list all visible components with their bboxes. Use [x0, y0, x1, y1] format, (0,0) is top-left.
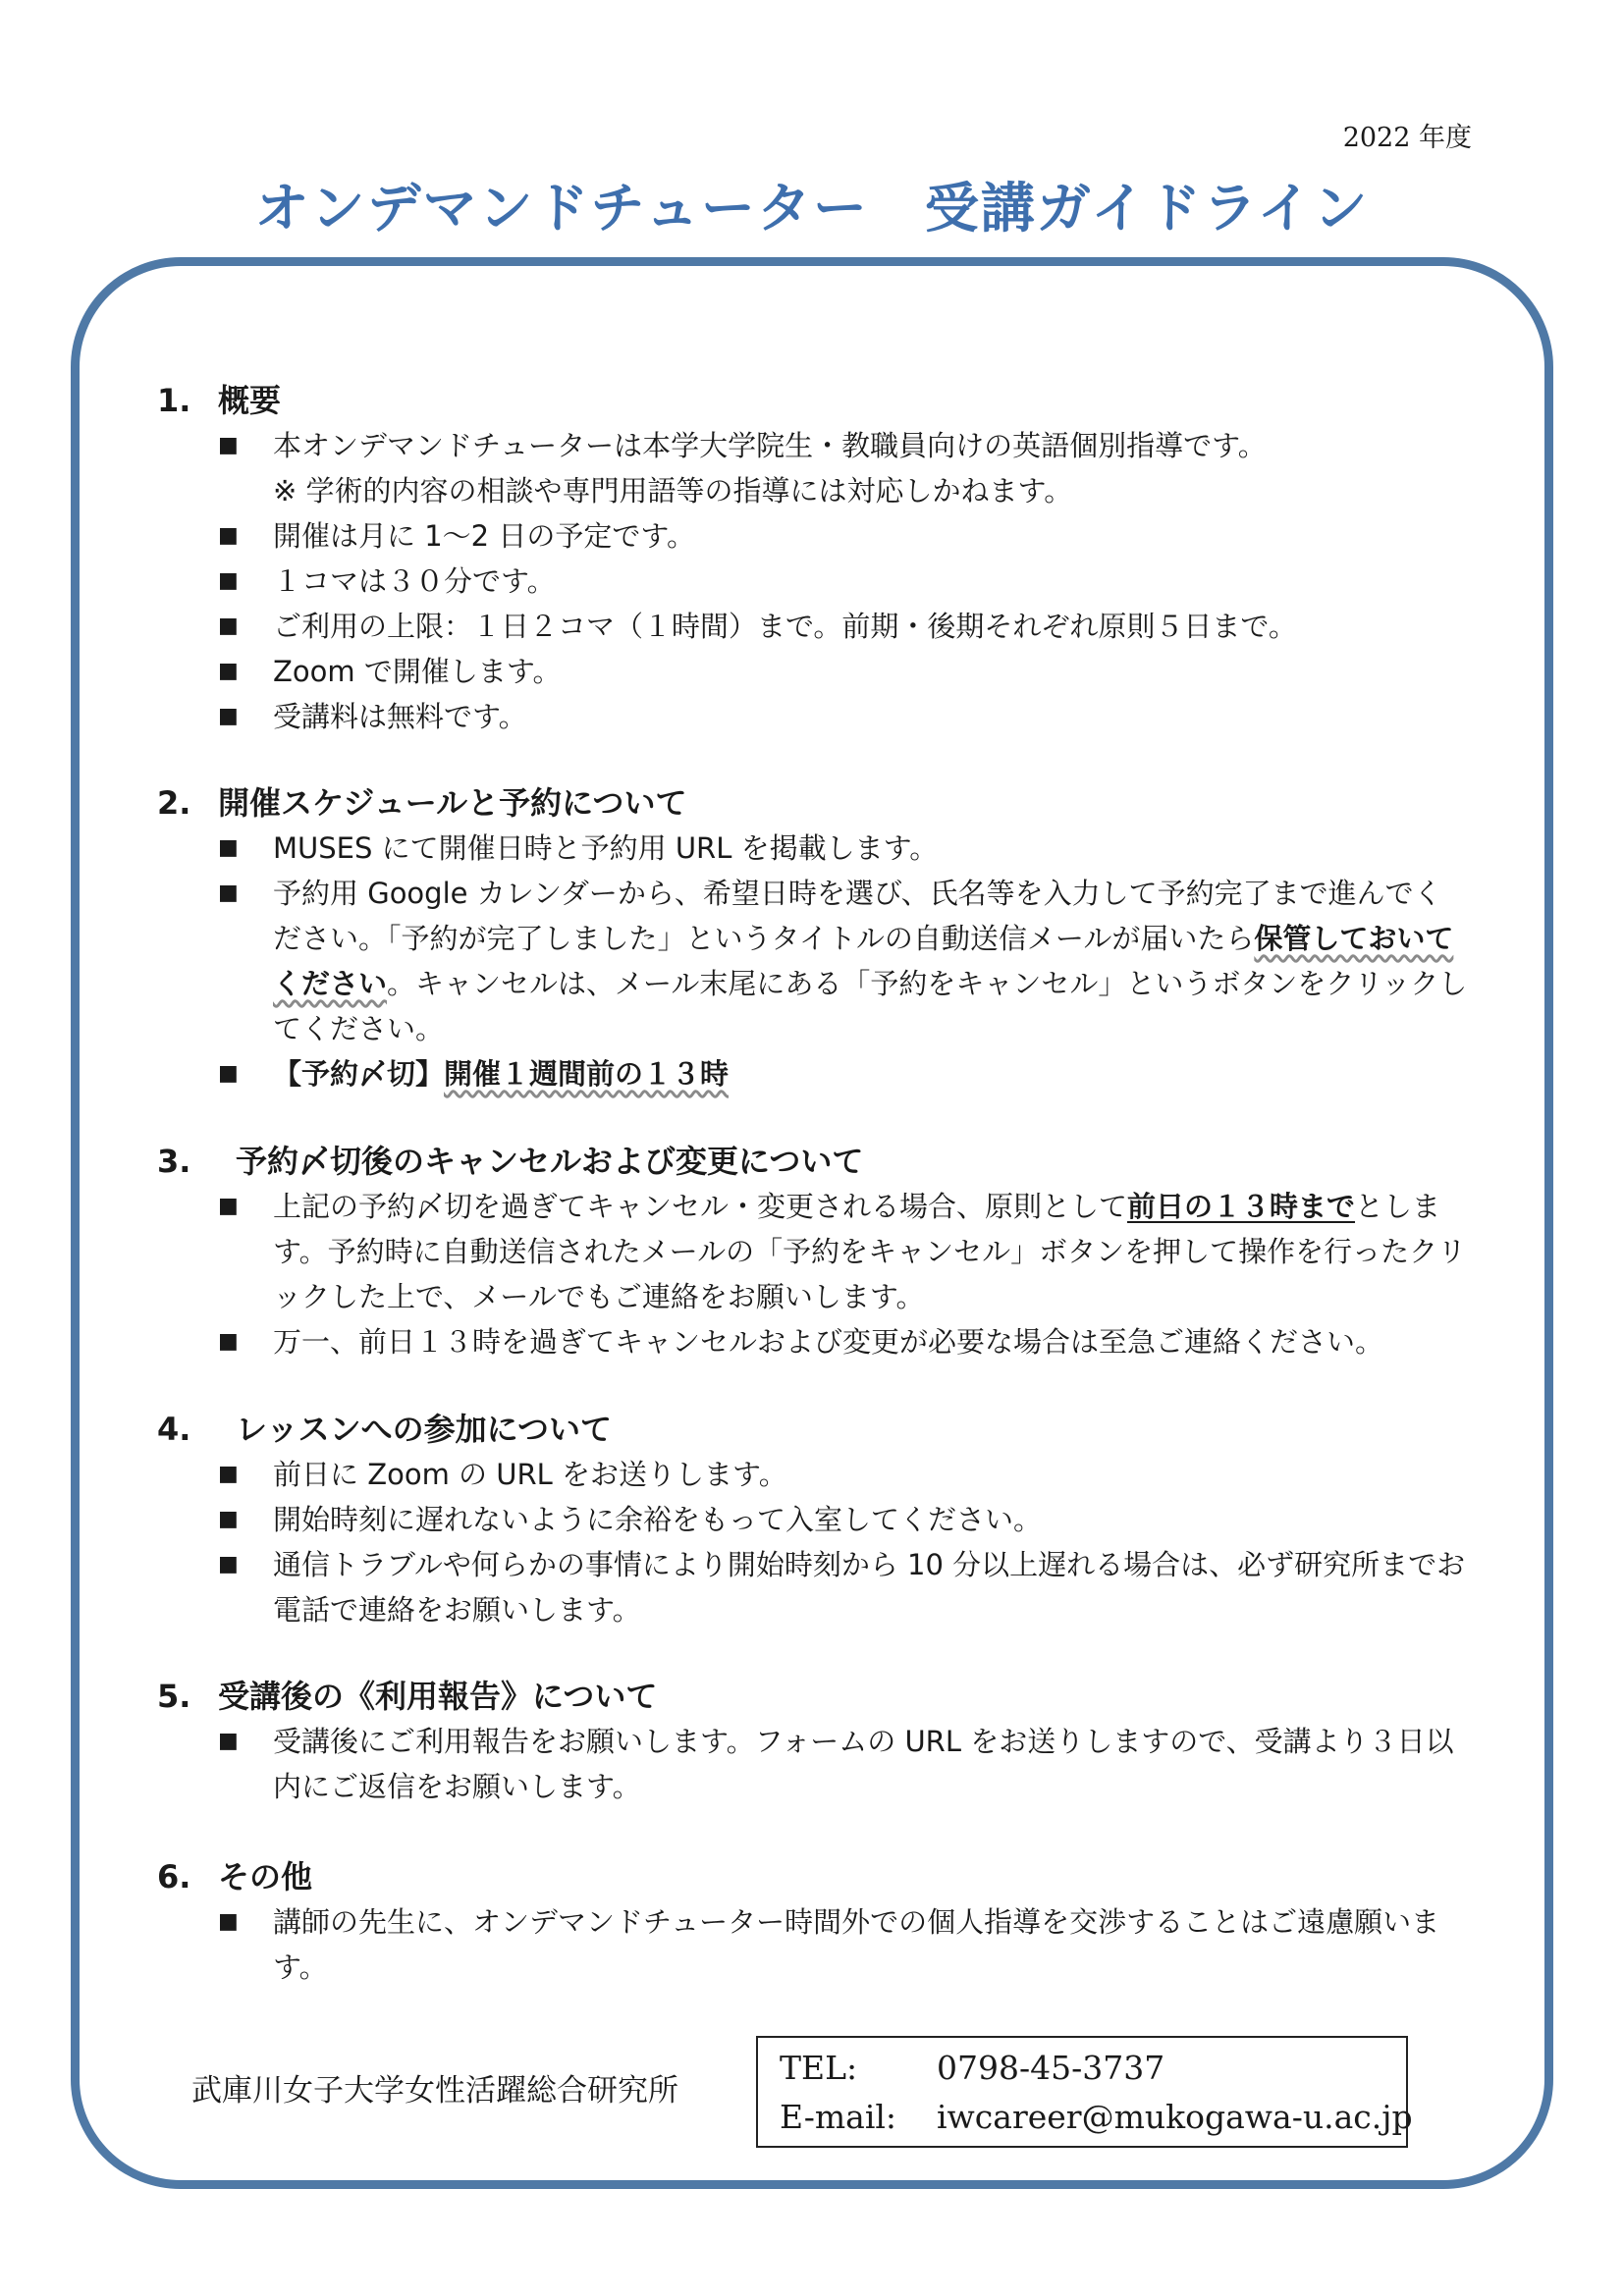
list-item: ■ 講師の先生に、オンデマンドチューター時間外での個人指導を交渉することはご遠慮願います。 [218, 1899, 1470, 1990]
email-label: E-mail: [780, 2098, 897, 2136]
organization-name: 武庫川女子大学女性活躍総合研究所 [191, 2073, 678, 2109]
tel-row [780, 2044, 1406, 2093]
square-bullet-icon: ■ [218, 659, 239, 683]
section-number: 1. [157, 382, 191, 419]
tel-value: 0798-45-3737 [937, 2049, 1165, 2087]
section-title: 概要 [218, 382, 282, 419]
section-6-heading [157, 1854, 312, 1899]
section-number: 2. [157, 784, 191, 822]
square-bullet-icon: ■ [218, 1729, 239, 1753]
list-item: ■ 予約用 Google カレンダーから、希望日時を選び、氏名等を入力して予約完了まで進んでください。「予約が完了しました」というタイトルの自動送信メールが届いたら保管しておいてください。キャンセルは、メール末尾にある「予約をキャンセル」というボタンをクリックしてください。 [218, 871, 1470, 1051]
section-4-heading [157, 1407, 612, 1452]
list-item: ■ 受講後にご利用報告をお願いします。フォームの URL をお送りしますので、受講より３日以内にご返信をお願いします。 [218, 1719, 1470, 1809]
email-value: iwcareer@mukogawa-u.ac.jp [937, 2098, 1413, 2136]
list-item: ■ 受講料は無料です。 [218, 694, 1470, 739]
section-number: 4. [157, 1411, 191, 1448]
list-item: ■ 開催は月に 1～2 日の予定です。 [218, 513, 1470, 559]
emphasis-text: 保管しておいてください [273, 922, 1454, 1000]
list-item [218, 1051, 1470, 1096]
list-item: ■ 上記の予約〆切を過ぎてキャンセル・変更される場合、原則として前日の１３時までとします。予約時に自動送信されたメールの「予約をキャンセル」ボタンを押して操作を行ったクリックした上で、メールでもご連絡をお願いします。 [218, 1184, 1470, 1319]
contact-box [756, 2036, 1413, 2148]
deadline-label: 【予約〆切】 [273, 1057, 445, 1091]
list-item: ■ 開始時刻に遅れないように余裕をもって入室してください。 [218, 1497, 1470, 1542]
list-item: ■ 万一、前日１３時を過ぎてキャンセルおよび変更が必要な場合は至急ご連絡ください。 [218, 1319, 1470, 1364]
fiscal-year: 2022 年度 [1342, 123, 1472, 153]
square-bullet-icon: ■ [218, 433, 239, 457]
section-title: レッスンへの参加について [236, 1411, 613, 1448]
square-bullet-icon: ■ [218, 1061, 239, 1086]
section-2-heading [157, 780, 686, 826]
section-number: 5. [157, 1678, 191, 1715]
section-title: 受講後の《利用報告》について [218, 1678, 658, 1715]
square-bullet-icon: ■ [218, 1507, 239, 1531]
deadline-value: 開催１週間前の１３時 [444, 1057, 730, 1091]
square-bullet-icon: ■ [218, 568, 239, 593]
square-bullet-icon: ■ [218, 704, 239, 728]
square-bullet-icon: ■ [218, 1329, 239, 1354]
section-5-heading [157, 1674, 657, 1719]
email-row [780, 2093, 1413, 2142]
square-bullet-icon: ■ [218, 1462, 239, 1486]
emphasis-text: 前日の１３時まで [1127, 1190, 1356, 1223]
square-bullet-icon: ■ [218, 1552, 239, 1576]
list-item: ■ 通信トラブルや何らかの事情により開始時刻から 10 分以上遅れる場合は、必ず研究所までお電話で連絡をお願いします。 [218, 1542, 1470, 1632]
section-1-heading [157, 378, 281, 423]
section-title: 開催スケジュールと予約について [218, 784, 687, 822]
square-bullet-icon: ■ [218, 1194, 239, 1218]
note-text: ※ 学術的内容の相談や専門用語等の指導には対応しかねます。 [273, 474, 1073, 507]
page-title: オンデマンドチューター 受講ガイドライン [254, 177, 1370, 240]
section-title: その他 [218, 1858, 313, 1896]
square-bullet-icon: ■ [218, 523, 239, 548]
list-item: ■ 本オンデマンドチューターは本学大学院生・教職員向けの英語個別指導です。 [218, 423, 1470, 468]
square-bullet-icon: ■ [218, 881, 239, 905]
list-item: ■ Zoom で開催します。 [218, 649, 1470, 694]
section-3-heading [157, 1139, 863, 1184]
square-bullet-icon: ■ [218, 614, 239, 638]
section-number: 3. [157, 1143, 191, 1180]
section-number: 6. [157, 1858, 191, 1896]
list-item: ■ MUSES にて開催日時と予約用 URL を掲載します。 [218, 826, 1470, 871]
tel-label: TEL: [780, 2049, 858, 2087]
square-bullet-icon: ■ [218, 835, 239, 860]
square-bullet-icon: ■ [218, 1909, 239, 1934]
section-title: 予約〆切後のキャンセルおよび変更について [236, 1143, 864, 1180]
list-item: ■ ご利用の上限：１日２コマ（１時間）まで。前期・後期それぞれ原則５日まで。 [218, 604, 1470, 649]
list-item: ■ 前日に Zoom の URL をお送りします。 [218, 1452, 1470, 1497]
list-item: ■ １コマは３０分です。 [218, 559, 1470, 604]
